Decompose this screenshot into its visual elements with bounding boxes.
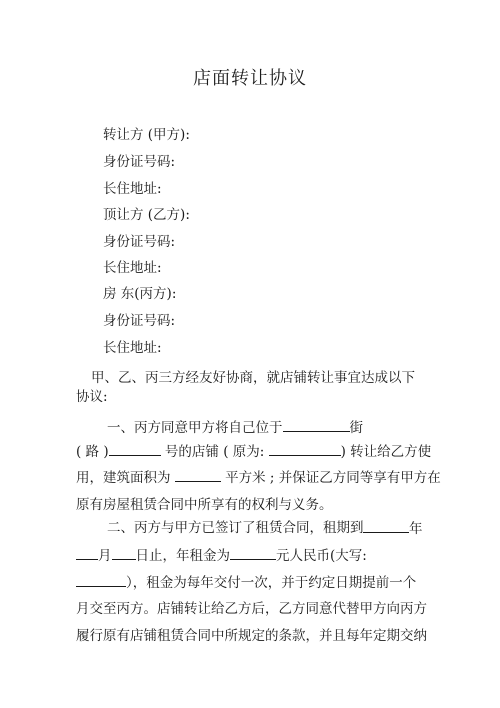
transferor-address-label: 长住地址:: [103, 181, 162, 197]
rent-currency-text: 元人民币(大写:: [276, 548, 367, 564]
year-text: 年: [409, 521, 423, 537]
area-unit-text: 平方米 ; 并保证乙方同等享有甲方在: [225, 470, 441, 486]
clause1-line-1-end: 街: [349, 420, 363, 436]
transfer-to-text: ) 转让给乙方使: [340, 444, 432, 460]
rent-label: 日止，年租金为: [135, 548, 230, 564]
month-blank: [76, 546, 98, 560]
clause1-line-1-text: 一、丙方同意甲方将自己位于: [107, 420, 283, 436]
clause2-line-2: [76, 546, 367, 565]
landlord-id-label: 身份证号码:: [103, 313, 176, 329]
transferor-id-label: 身份证号码:: [103, 154, 176, 170]
clause1-line-3: [76, 468, 441, 487]
rent-uppercase-blank: [76, 573, 126, 587]
clause2-line-3: [76, 573, 416, 592]
clause1-line-4: 原有房屋租赁合同中所享有的权利与义务。: [76, 497, 333, 513]
area-label: 用，建筑面积为: [76, 470, 171, 486]
rent-blank: [230, 546, 276, 560]
document-title: 店面转让协议: [193, 68, 307, 89]
area-blank: [175, 468, 221, 482]
intro-line-2: 协议:: [76, 389, 108, 405]
clause2-year-field: [363, 519, 423, 538]
year-blank: [363, 519, 409, 533]
clause2-line-1: [107, 519, 364, 537]
number-blank: [109, 442, 161, 456]
transferee-label: 顶让方 (乙方):: [103, 207, 190, 223]
clause2-line-1-text: 二、丙方与甲方已签订了租赁合同，租期到: [107, 520, 364, 536]
original-use-blank: [269, 442, 341, 456]
clause2-line-3-text: ），租金为每年交付一次，并于约定日期提前一个: [126, 575, 417, 591]
transferor-label: 转让方 (甲方):: [103, 127, 190, 143]
day-blank: [112, 546, 136, 560]
street-blank: [283, 418, 350, 432]
clause2-line-4: 月交至丙方。店铺转让给乙方后，乙方同意代替甲方向丙方: [76, 601, 427, 617]
landlord-label: 房 东(丙方):: [103, 286, 177, 302]
shop-original-label: 号的店铺 ( 原为:: [164, 444, 265, 460]
landlord-address-label: 长住地址:: [103, 340, 162, 356]
clause1-line-2: [76, 442, 431, 461]
transferee-address-label: 长住地址:: [103, 260, 162, 276]
clause2-line-5: 履行原有店铺租赁合同中所规定的条款，并且每年定期交纳: [76, 628, 427, 644]
road-label: ( 路 ): [76, 444, 109, 460]
month-text: 月: [98, 548, 112, 564]
clause1-line-1: [107, 418, 363, 437]
transferee-id-label: 身份证号码:: [103, 234, 176, 250]
intro-line-1: 甲、乙、丙三方经友好协商，就店铺转让事宜达成以下: [91, 370, 415, 386]
